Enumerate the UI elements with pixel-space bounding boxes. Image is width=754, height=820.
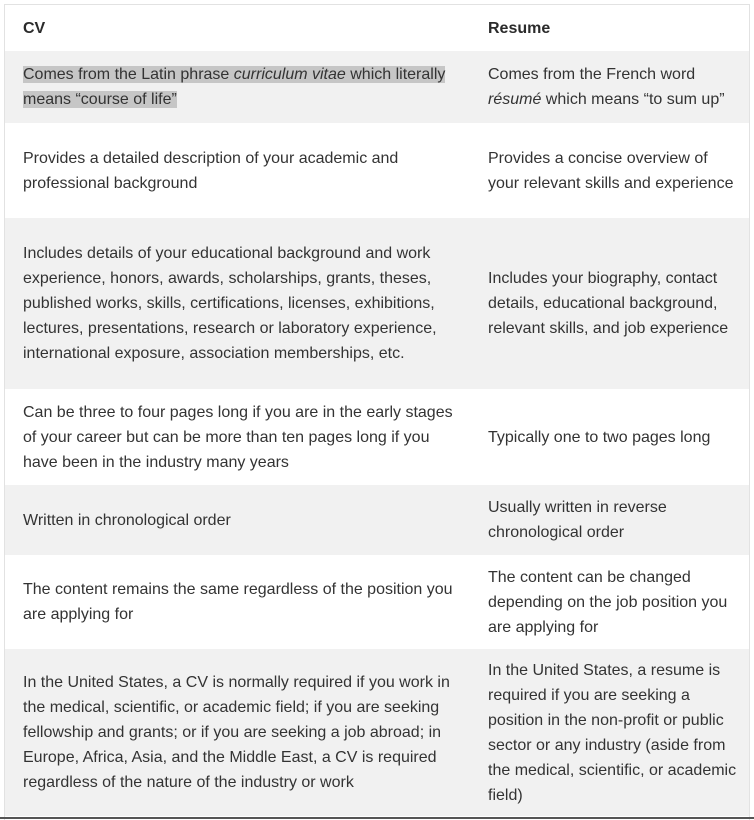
cv-cell: Includes details of your educational background and work experience, honors, awards, scholarships, grants, theses, published works, skills, certifications, licenses, exhibitions, lectures, presentations, research or laboratory experience, international exposure, association memberships, etc.	[5, 218, 470, 389]
cv-cell: In the United States, a CV is normally required if you work in the medical, scientific, or academic field; if you are seeking fellowship and grants; or if you are seeking a job abroad; in Europe, Africa, Asia, and the Middle East, a CV is required regardless of the nature of the industry or work	[5, 649, 470, 816]
resume-cell: Typically one to two pages long	[488, 428, 711, 446]
selected-text-highlight[interactable]	[23, 66, 445, 108]
table-row	[5, 51, 749, 123]
bottom-divider	[0, 817, 754, 819]
cv-cell	[5, 51, 470, 123]
cv-cell: Provides a detailed description of your academic and professional background	[23, 149, 399, 192]
table-row	[5, 123, 749, 218]
resume-french-word: résumé	[488, 91, 542, 108]
resume-cell: Usually written in reverse chronological order	[470, 485, 749, 555]
table-row	[5, 485, 749, 555]
resume-text: which means “to sum up”	[541, 91, 725, 108]
cv-text: which literally means “course of life”	[23, 66, 446, 108]
table-header-row	[5, 5, 749, 51]
header-cv: CV	[23, 19, 46, 37]
table-row	[5, 649, 749, 816]
cv-latin-phrase: curriculum vitae	[233, 66, 346, 83]
cv-cell: The content remains the same regardless of the position you are applying for	[23, 581, 453, 623]
table-row	[5, 218, 749, 389]
resume-cell: In the United States, a resume is required if you are seeking a position in the non-profit or public sector or any industry (aside from the medical, scientific, or academic field)	[470, 649, 749, 816]
cv-cell: Can be three to four pages long if you are in the early stages of your career but can be more than ten pages long if you have been in the industry many years	[23, 403, 453, 471]
table-row	[5, 389, 749, 485]
resume-cell: Provides a concise overview of your relevant skills and experience	[488, 149, 734, 192]
resume-cell: The content can be changed depending on the job position you are applying for	[488, 568, 728, 636]
resume-text: Comes from the French word	[488, 66, 696, 83]
cv-cell: Written in chronological order	[5, 485, 470, 555]
cv-text: Comes from the Latin phrase	[23, 66, 234, 83]
cv-vs-resume-table	[5, 5, 749, 816]
table-row	[5, 555, 749, 649]
header-resume: Resume	[488, 19, 551, 37]
resume-cell: Includes your biography, contact details, educational background, relevant skills, and job experience	[470, 218, 749, 389]
resume-cell	[470, 51, 749, 123]
comparison-table-frame	[4, 4, 750, 820]
